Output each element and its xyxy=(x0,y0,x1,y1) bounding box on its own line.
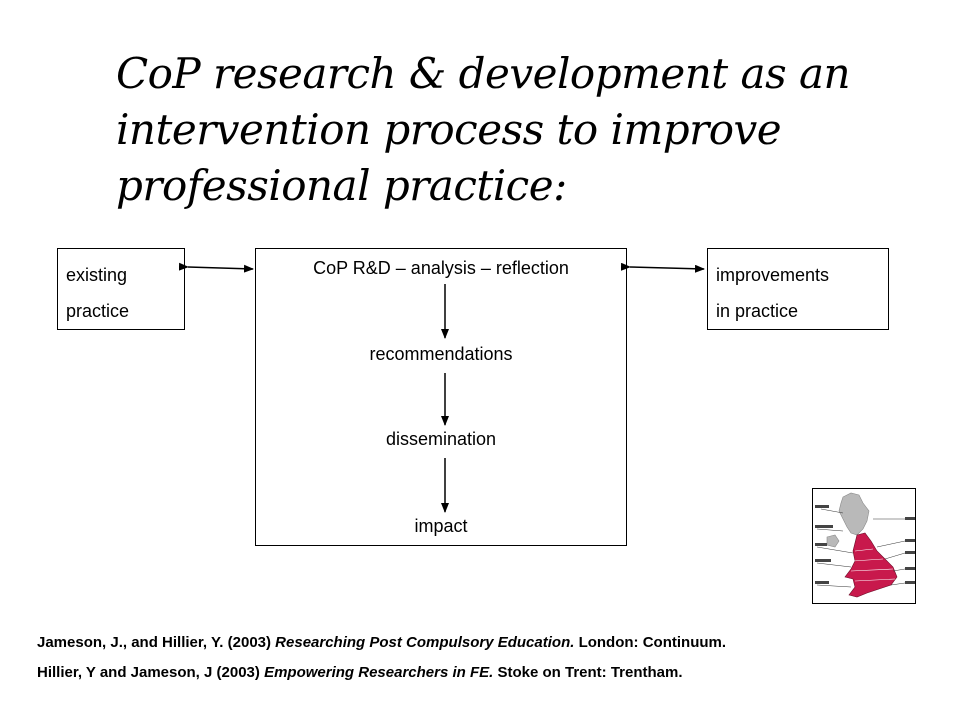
arrow-cop-to-improvements xyxy=(630,267,704,269)
reference-1-title: Researching Post Compulsory Education. xyxy=(275,634,575,651)
improvements-box xyxy=(707,248,889,330)
reference-2-title: Empowering Researchers in FE. xyxy=(264,664,494,681)
reference-2-authors: Hillier, Y and Jameson, J (2003) xyxy=(37,664,265,681)
reference-1 xyxy=(37,628,937,658)
improvements-line-2: in practice xyxy=(716,301,799,321)
step-recommendations: recommendations xyxy=(369,344,513,364)
reference-2-publisher: Stoke on Trent: Trentham. xyxy=(493,664,683,681)
existing-practice-line-2: practice xyxy=(66,301,130,321)
existing-practice-line-1: existing xyxy=(66,265,128,285)
cop-process-heading: CoP R&D – analysis – reflection xyxy=(313,258,569,278)
improvements-line-1: improvements xyxy=(716,265,830,285)
reference-1-publisher: London: Continuum. xyxy=(574,634,727,651)
reference-1-authors: Jameson, J., and Hillier, Y. (2003) xyxy=(37,634,276,651)
step-dissemination: dissemination xyxy=(385,429,497,449)
references xyxy=(37,628,937,688)
title-line-1: CoP research & development as an xyxy=(116,49,851,98)
title-line-3: professional practice: xyxy=(116,161,567,210)
cop-process-box xyxy=(255,248,627,546)
title-line-2: intervention process to improve xyxy=(116,105,782,154)
arrow-existing-to-cop xyxy=(188,267,253,269)
existing-practice-box xyxy=(57,248,185,330)
slide-title xyxy=(116,46,916,214)
reference-2 xyxy=(37,658,937,688)
step-impact: impact xyxy=(414,516,468,536)
map-highlighted-region xyxy=(845,533,897,597)
uk-regions-map-icon xyxy=(812,488,916,604)
